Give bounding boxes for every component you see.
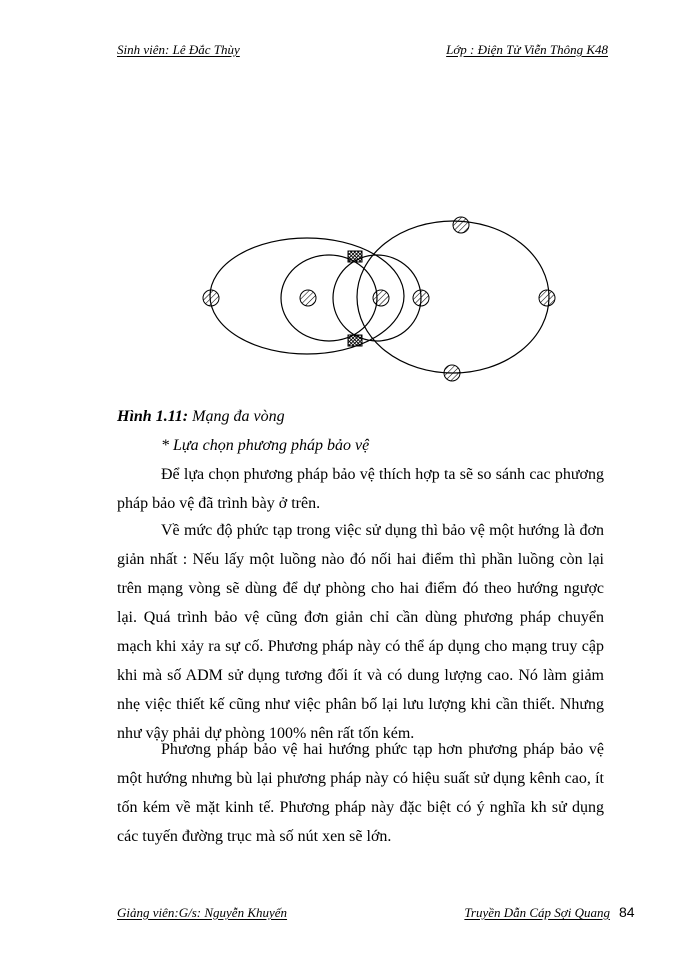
ring-inner-left bbox=[281, 255, 377, 341]
footer-subject: Truyền Dẫn Cáp Sợi Quang bbox=[464, 905, 610, 920]
junction-node-bottom bbox=[348, 335, 362, 346]
figure-caption bbox=[117, 408, 285, 426]
junction-node-top bbox=[348, 251, 362, 262]
node-inner-mid bbox=[373, 290, 389, 306]
paragraph-2: Về mức độ phức tạp trong việc sử dụng thì bảo vệ một hướng là đơn giản nhất : Nếu lấy một luồng nào đó nối hai điểm thì phần luồng còn lại trên mạng vòng sẽ dùng để dự phòng cho hai điểm đó theo hướng ngược lại. Quá trình bảo vệ cũng đơn giản chỉ cần dùng phương pháp chuyển mạch khi xảy ra sự cố. Phương pháp này có thể áp dụng cho mạng truy cập khi mà số ADM sử dụng tương đối ít và có dung lượng cao. Nó làm giảm nhẹ việc thiết kế cũng như việc phân bố lại lưu lượng khi cần thiết. Nhưng như vậy phải dự phòng 100% nên rất tốn kém. bbox=[117, 522, 604, 742]
node-inner-left bbox=[300, 290, 316, 306]
figure-number: Hình 1.11: bbox=[117, 408, 189, 425]
header-student: Sinh viên: Lê Đắc Thùy bbox=[117, 42, 240, 57]
node-inner-right bbox=[413, 290, 429, 306]
paragraph-1: Để lựa chọn phương pháp bảo vệ thích hợp ta sẽ so sánh cac phương pháp bảo vệ đã trình bày ở trên. bbox=[117, 466, 604, 512]
header-class: Lớp : Điện Tử Viễn Thông K48 bbox=[446, 42, 608, 57]
node-bottom bbox=[444, 365, 460, 381]
section-subheading: * Lựa chọn phương pháp bảo vệ bbox=[161, 437, 370, 454]
figure-title: Mạng đa vòng bbox=[192, 408, 285, 425]
footer-lecturer: Giảng viên:G/s: Nguyễn Khuyến bbox=[117, 905, 288, 920]
paragraph-3: Phương pháp bảo vệ hai hướng phức tạp hơn phương pháp bảo vệ một hướng nhưng bù lại phương pháp này có hiệu suất sử dụng kênh cao, ít tốn kém về mặt kinh tế. Phương pháp này đặc biệt có ý nghĩa kh sử dụng các tuyến đường trục mà số nút xen sẽ lớn. bbox=[117, 741, 604, 845]
page-number: 84 bbox=[619, 904, 635, 920]
multi-ring-network-diagram bbox=[185, 205, 575, 390]
node-left-outer bbox=[203, 290, 219, 306]
node-top bbox=[453, 217, 469, 233]
node-right-outer bbox=[539, 290, 555, 306]
